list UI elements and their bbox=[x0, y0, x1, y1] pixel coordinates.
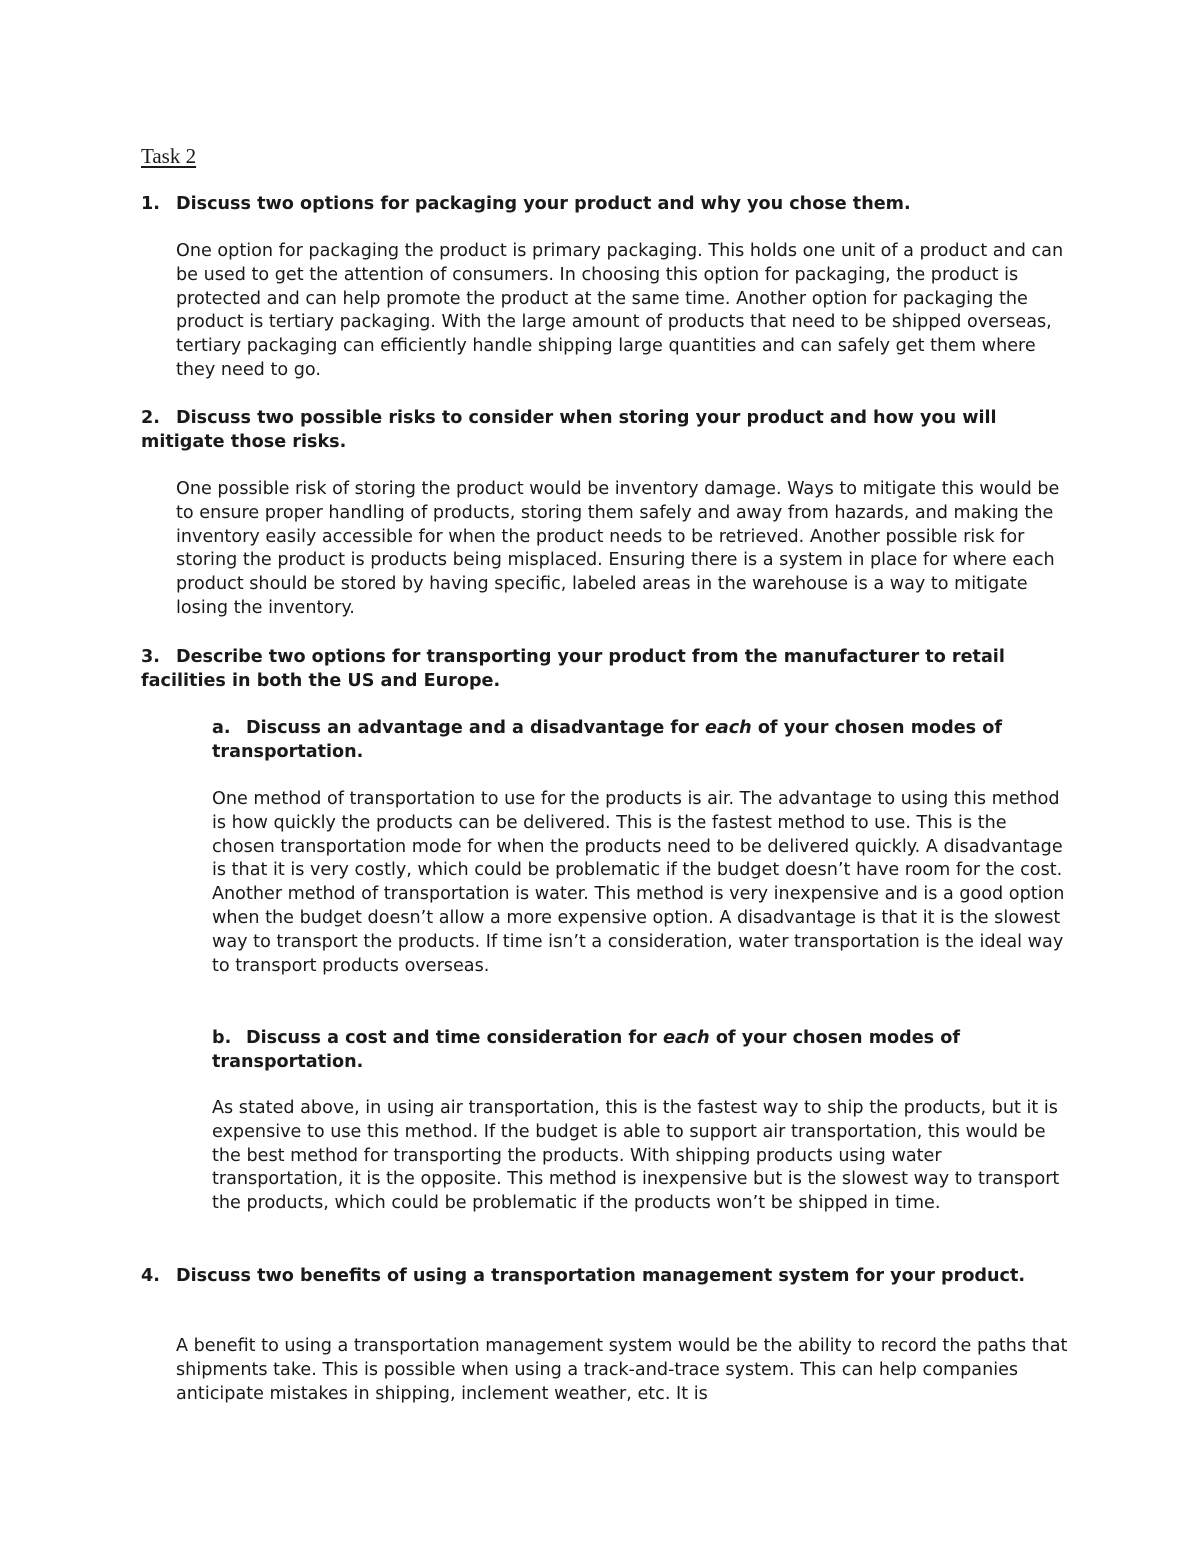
question-text: Discuss two options for packaging your product and why you chose them. bbox=[176, 194, 911, 214]
question-2 bbox=[141, 406, 1071, 454]
document-title: Task 2 bbox=[141, 144, 197, 168]
question-4 bbox=[141, 1264, 1071, 1288]
subquestion-letter: b. bbox=[212, 1028, 232, 1048]
answer-4: A benefit to using a transportation management system would be the ability to record the paths that shipments take. This is possible when using a track-and-trace system. This can help companies anticipate mistakes in shipping, inclement weather, etc. It is bbox=[176, 1336, 1068, 1404]
subquestion-text-before: Discuss a cost and time consideration for bbox=[246, 1028, 663, 1048]
subquestion-emphasis: each bbox=[662, 1028, 710, 1048]
subquestion-text-before: Discuss an advantage and a disadvantage for bbox=[246, 718, 705, 738]
question-text: Describe two options for transporting your product from the manufacturer to retail facilities in both the US and Europe. bbox=[141, 647, 1005, 691]
subquestion-emphasis: each bbox=[704, 718, 752, 738]
question-number: 2. bbox=[141, 408, 160, 428]
answer-1: One option for packaging the product is primary packaging. This holds one unit of a product and can be used to get the attention of consumers. In choosing this option for packaging, the product is protected and can help promote the product at the same time. Another option for packaging the product is tertiary packaging. With the large amount of products that need to be shipped overseas, tertiary packaging can efficiently handle shipping large quantities and can safely get them where they need to go. bbox=[176, 241, 1064, 380]
question-number: 1. bbox=[141, 194, 160, 214]
answer-3b: As stated above, in using air transportation, this is the fastest way to ship the products, but it is expensive to use this method. If the budget is able to support air transportation, this would be the best method for transporting the products. With shipping products using water transportation, it is the opposite. This method is inexpensive but is the slowest way to transport the products, which could be problematic if the products won’t be shipped in time. bbox=[212, 1098, 1060, 1214]
answer-2: One possible risk of storing the product would be inventory damage. Ways to mitigate this would be to ensure proper handling of products, storing them safely and away from hazards, and making the inventory easily accessible for when the product needs to be retrieved. Another possible risk for storing the product is products being misplaced. Ensuring there is a system in place for where each product should be stored by having specific, labeled areas in the warehouse is a way to mitigate losing the inventory. bbox=[176, 479, 1060, 618]
question-text: Discuss two possible risks to consider when storing your product and how you will mitigate those risks. bbox=[141, 408, 997, 452]
subquestion-text-after: of your chosen modes of transportation. bbox=[212, 1028, 960, 1072]
question-3a bbox=[212, 716, 1072, 764]
question-1 bbox=[141, 192, 1071, 216]
subquestion-letter: a. bbox=[212, 718, 231, 738]
question-3b bbox=[212, 1026, 1072, 1074]
answer-3a: One method of transportation to use for the products is air. The advantage to using this method is how quickly the products can be delivered. This is the fastest method to use. This is the chosen transportation mode for when the products need to be delivered quickly. A disadvantage is that it is very costly, which could be problematic if the budget doesn’t have room for the cost. Another method of transportation is water. This method is very inexpensive and is a good option when the budget doesn’t allow a more expensive option. A disadvantage is that it is the slowest way to transport the products. If time isn’t a consideration, water transportation is the ideal way to transport products overseas. bbox=[212, 789, 1065, 976]
question-number: 4. bbox=[141, 1266, 160, 1286]
question-number: 3. bbox=[141, 647, 160, 667]
question-text: Discuss two benefits of using a transportation management system for your product. bbox=[176, 1266, 1026, 1286]
question-3 bbox=[141, 645, 1071, 693]
subquestion-text-after: of your chosen modes of transportation. bbox=[212, 718, 1002, 762]
